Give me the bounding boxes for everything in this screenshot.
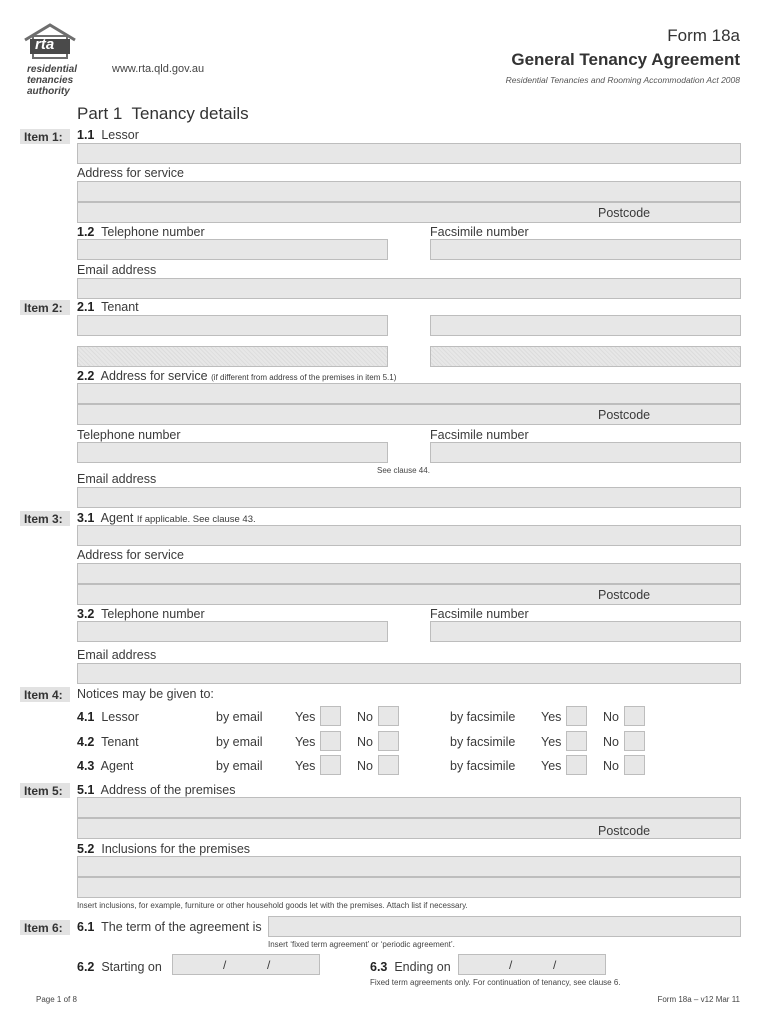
page-number: Page 1 of 8 — [36, 995, 77, 1004]
notices-heading: Notices may be given to: — [77, 687, 214, 701]
fax-no-checkbox[interactable] — [624, 731, 645, 751]
tenant-label: 2.1 Tenant — [77, 300, 139, 314]
email-yes-label: Yes — [295, 759, 316, 773]
org-name — [27, 64, 77, 97]
agent-address-field-1[interactable] — [77, 563, 741, 584]
email-no-label: No — [357, 759, 373, 773]
date-separator: / — [509, 958, 513, 972]
tenant-address-label: 2.2 Address for service (if different from address of the premises in item 5.1) — [77, 369, 397, 383]
lessor-postcode-label: Postcode — [598, 206, 651, 220]
org-line2: tenancies — [27, 75, 74, 86]
email-no-label: No — [357, 735, 373, 749]
email-yes-label: Yes — [295, 710, 316, 724]
email-no-checkbox[interactable] — [378, 706, 399, 726]
agent-email-field[interactable] — [77, 663, 741, 684]
item5-tab: Item 5: — [20, 783, 71, 798]
by-email-label: by email — [216, 735, 263, 749]
fax-no-checkbox[interactable] — [624, 706, 645, 726]
notice-party-label: 4.1 Lessor — [77, 710, 139, 724]
by-fax-label: by facsimile — [450, 759, 516, 773]
tenant-phone-field[interactable] — [77, 442, 388, 463]
fax-yes-label: Yes — [541, 759, 562, 773]
lessor-email-field[interactable] — [77, 278, 741, 299]
website-link[interactable]: www.rta.qld.gov.au — [112, 63, 205, 75]
fax-no-label: No — [603, 710, 619, 724]
agent-phone-field[interactable] — [77, 621, 388, 642]
fax-yes-label: Yes — [541, 710, 562, 724]
fax-yes-label: Yes — [541, 735, 562, 749]
end-date-label: 6.3 Ending on — [370, 960, 451, 974]
tenant-field-1[interactable] — [77, 315, 388, 336]
date-separator: / — [553, 958, 557, 972]
term-field[interactable] — [268, 916, 741, 937]
start-date-label: 6.2 Starting on — [77, 960, 162, 974]
tenant-address-field-1[interactable] — [77, 383, 741, 404]
by-email-label: by email — [216, 710, 263, 724]
start-date-field[interactable] — [172, 954, 320, 975]
by-fax-label: by facsimile — [450, 735, 516, 749]
inclusions-note: Insert inclusions, for example, furniture or other household goods let with the premises. Attach list if necessary. — [77, 901, 468, 910]
fax-no-label: No — [603, 735, 619, 749]
notice-party-label: 4.3 Agent — [77, 759, 134, 773]
agent-postcode-label: Postcode — [598, 588, 651, 602]
lessor-address-field-1[interactable] — [77, 181, 741, 202]
agent-label: 3.1 Agent If applicable. See clause 43. — [77, 511, 256, 525]
email-no-label: No — [357, 710, 373, 724]
lessor-email-label: Email address — [77, 263, 157, 277]
org-line3: authority — [27, 86, 70, 97]
tenant-field-4[interactable] — [430, 346, 741, 367]
tenant-email-field[interactable] — [77, 487, 741, 508]
lessor-label: 1.1 Lessor — [77, 128, 139, 142]
rta-logo — [22, 22, 78, 62]
agent-phone-label: 3.2 Telephone number — [77, 607, 205, 621]
item3-tab: Item 3: — [20, 511, 71, 526]
term-label: 6.1 The term of the agreement is — [77, 920, 262, 934]
lessor-phone-label: 1.2 Telephone number — [77, 225, 205, 239]
date-separator: / — [267, 958, 271, 972]
lessor-field[interactable] — [77, 143, 741, 164]
agent-field[interactable] — [77, 525, 741, 546]
tenant-clause-note: See clause 44. — [377, 466, 430, 475]
inclusions-label: 5.2 Inclusions for the premises — [77, 842, 251, 856]
fax-yes-checkbox[interactable] — [566, 706, 587, 726]
act-name: Residential Tenancies and Rooming Accommodation Act 2008 — [505, 75, 740, 85]
tenant-phone-label: Telephone number — [77, 428, 181, 442]
item6-tab: Item 6: — [20, 920, 71, 935]
fax-no-label: No — [603, 759, 619, 773]
notice-party-label: 4.2 Tenant — [77, 735, 139, 749]
email-yes-checkbox[interactable] — [320, 755, 341, 775]
agent-address-label: Address for service — [77, 548, 184, 562]
form-number: Form 18a — [667, 26, 740, 45]
email-yes-checkbox[interactable] — [320, 731, 341, 751]
agent-email-label: Email address — [77, 648, 157, 662]
end-date-field[interactable] — [458, 954, 606, 975]
tenant-fax-field[interactable] — [430, 442, 741, 463]
logo-wordmark: rta — [35, 36, 55, 53]
form-version: Form 18a – v12 Mar 11 — [657, 995, 740, 1004]
email-yes-checkbox[interactable] — [320, 706, 341, 726]
premises-postcode-label: Postcode — [598, 824, 651, 838]
by-fax-label: by facsimile — [450, 710, 516, 724]
tenant-email-label: Email address — [77, 472, 157, 486]
email-yes-label: Yes — [295, 735, 316, 749]
tenant-field-3[interactable] — [77, 346, 388, 367]
lessor-address-label: Address for service — [77, 166, 184, 180]
tenant-postcode-label: Postcode — [598, 408, 651, 422]
inclusions-field-1[interactable] — [77, 856, 741, 877]
tenant-field-2[interactable] — [430, 315, 741, 336]
fax-yes-checkbox[interactable] — [566, 731, 587, 751]
org-line1: residential — [27, 64, 78, 75]
agent-fax-field[interactable] — [430, 621, 741, 642]
inclusions-field-2[interactable] — [77, 877, 741, 898]
premises-address-label: 5.1 Address of the premises — [77, 783, 236, 797]
item1-tab: Item 1: — [20, 129, 71, 144]
date-separator: / — [223, 958, 227, 972]
item2-tab: Item 2: — [20, 300, 71, 315]
agent-fax-label: Facsimile number — [430, 607, 529, 621]
premises-address-field-1[interactable] — [77, 797, 741, 818]
fax-yes-checkbox[interactable] — [566, 755, 587, 775]
form-title: General Tenancy Agreement — [511, 50, 740, 69]
item4-tab: Item 4: — [20, 687, 71, 702]
part-title: Part 1 Tenancy details — [77, 104, 249, 123]
email-no-checkbox[interactable] — [378, 731, 399, 751]
lessor-fax-field[interactable] — [430, 239, 741, 260]
lessor-phone-field[interactable] — [77, 239, 388, 260]
email-no-checkbox[interactable] — [378, 755, 399, 775]
tenant-fax-label: Facsimile number — [430, 428, 529, 442]
lessor-fax-label: Facsimile number — [430, 225, 529, 239]
end-date-note: Fixed term agreements only. For continuation of tenancy, see clause 6. — [370, 978, 621, 987]
term-note: Insert ‘fixed term agreement’ or ‘periodic agreement’. — [268, 940, 455, 949]
fax-no-checkbox[interactable] — [624, 755, 645, 775]
by-email-label: by email — [216, 759, 263, 773]
